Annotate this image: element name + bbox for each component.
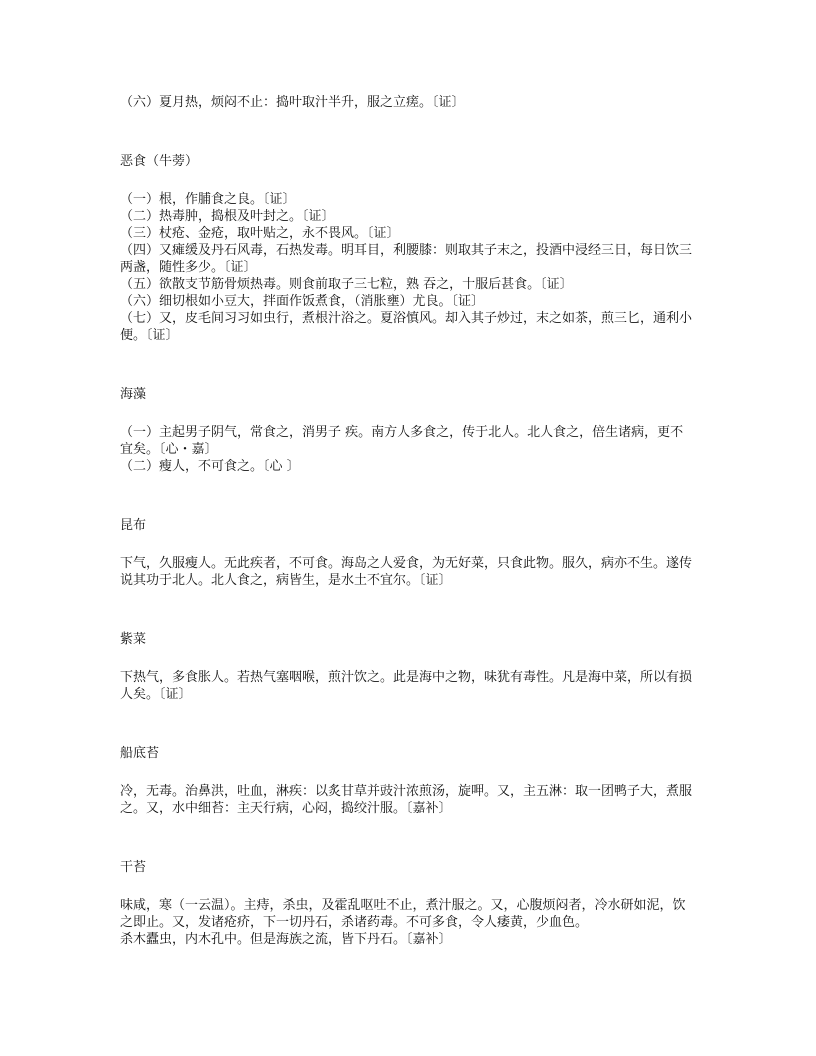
document-page xyxy=(120,94,696,948)
section-chuanditai xyxy=(120,745,696,817)
section-title: 干苔 xyxy=(120,860,147,875)
entry-line: （四）又瘫缓及丹石风毒，石热发毒。明耳目，利腰膝：则取其子末之，投酒中浸经三日，每日饮三两盏，随性多少。〔证〕 xyxy=(120,243,693,275)
entry-line: 下热气，多食胀人。若热气塞咽喉，煎汁饮之。此是海中之物，味犹有毒性。凡是海中菜，所以有损人矣。〔证〕 xyxy=(120,670,693,702)
entry-line: （五）欲散支节筋骨烦热毒。则食前取子三七粒，熟 吞之，十服后甚食。〔证〕 xyxy=(120,277,573,292)
entry-line: （六）细切根如小豆大，拌面作饭煮食，（消胀壅）尤良。〔证〕 xyxy=(120,294,485,309)
intro-section xyxy=(120,94,696,111)
entry-line: （三）杖疮、金疮，取叶贴之，永不畏风。〔证〕 xyxy=(120,226,400,241)
entry-line: 下气，久服瘦人。无此疾者，不可食。海岛之人爱食，为无好菜，只食此物。服久，病亦不生。遂传说其功于北人。北人食之，病皆生，是水土不宜尔。〔证〕 xyxy=(120,556,693,588)
section-title: 海藻 xyxy=(120,387,147,402)
entry-line: 杀木蠹虫，内木孔中。但是海族之流，皆下丹石。〔嘉补〕 xyxy=(120,932,452,947)
entry-line: 味咸，寒（一云温）。主痔，杀虫，及霍乱呕吐不止，煮汁服之。又，心腹烦闷者，冷水研如泥，饮之即止。又，发诸疮疥，下一切丹石，杀诸药毒。不可多食，令人痿黄，少血色。 xyxy=(120,898,686,930)
entry-line: （二）热毒肿，捣根及叶封之。〔证〕 xyxy=(120,209,335,224)
section-haizao xyxy=(120,386,696,475)
section-eshi xyxy=(120,153,696,344)
entry-line: （一）主起男子阴气，常食之，消男子 疾。南方人多食之，传于北人。北人食之，倍生诸病，更不宜矣。〔心・嘉〕 xyxy=(120,425,684,457)
entry-line: （一）根，作脯食之良。〔证〕 xyxy=(120,192,296,207)
section-title: 恶食（牛蒡） xyxy=(120,154,199,169)
entry-line: 冷，无毒。治鼻洪，吐血，淋疾：以炙甘草并豉汁浓煎汤，旋呷。又，主五淋：取一团鸭子大，煮服之。又，水中细苔：主天行病，心闷，捣绞汁服。〔嘉补〕 xyxy=(120,784,693,816)
section-title: 紫菜 xyxy=(120,632,147,647)
section-zicai xyxy=(120,631,696,703)
intro-line: （六）夏月热，烦闷不止：捣叶取汁半升，服之立瘥。〔证〕 xyxy=(120,95,465,110)
section-title: 船底苔 xyxy=(120,746,160,761)
entry-line: （二）瘦人，不可食之。〔心 〕 xyxy=(120,459,300,474)
section-kunbu xyxy=(120,517,696,589)
section-gantai xyxy=(120,859,696,948)
entry-line: （七）又，皮毛间习习如虫行，煮根汁浴之。夏浴慎风。却入其子炒过，末之如茶，煎三匕，通利小便。〔证〕 xyxy=(120,311,693,343)
section-title: 昆布 xyxy=(120,518,147,533)
